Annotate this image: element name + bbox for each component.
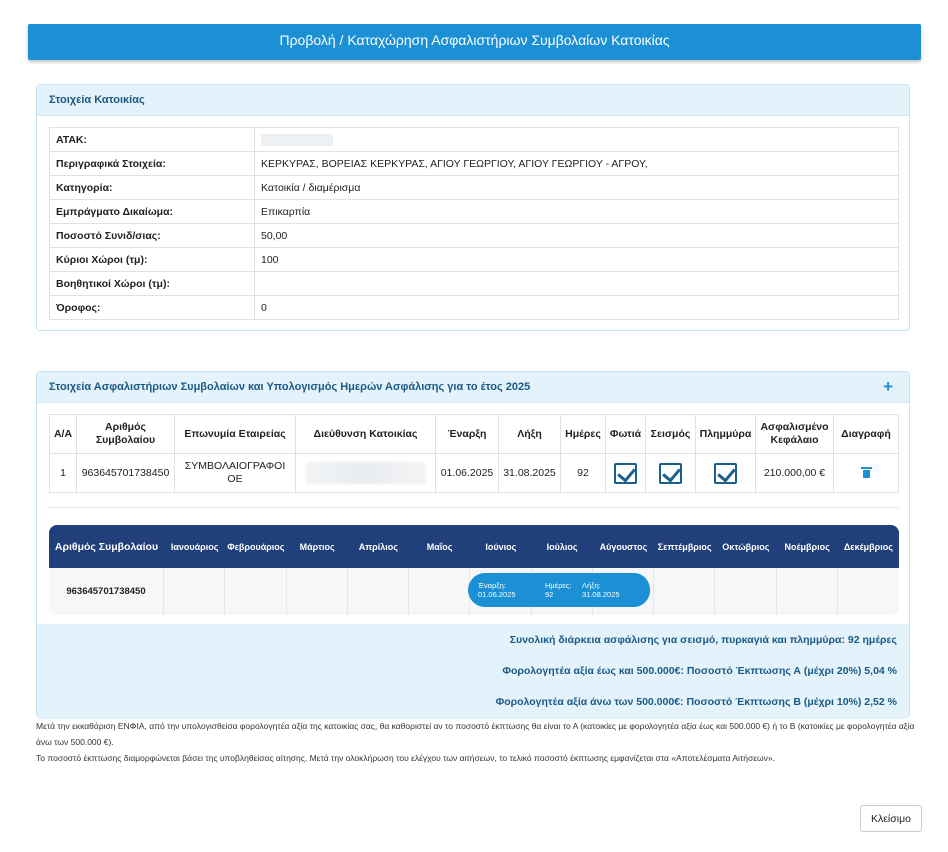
details-label: Εμπράγματο Δικαίωμα: [50,200,255,224]
month-header: Ιανουάριος [170,541,219,552]
col-header: Διαγραφή [834,415,899,454]
summary-discount-a: Φορολογητέα αξία έως και 500.000€: Ποσοστό Έκπτωσης Α (μέχρι 20%) 5,04 % [502,665,897,677]
coverage-timeline [49,525,899,615]
cell-fire [606,454,646,493]
month-cell [777,568,838,615]
property-panel [36,84,910,331]
details-value: 50,00 [255,224,899,248]
details-row [50,272,899,296]
masked-value [261,134,333,146]
month-header: Ιούλιος [546,541,578,552]
earthquake-checkbox[interactable] [659,463,682,484]
col-header: Ασφαλισμένο Κεφάλαιο [756,415,834,454]
contracts-table [49,414,899,493]
month-header: Νοέμβριος [784,541,830,552]
month-header: Σεπτέμβριος [657,541,712,552]
cell-start: 01.06.2025 [436,454,499,493]
month-header: Δεκέμβριος [843,541,893,552]
details-value: Επικαρπία [255,200,899,224]
summary-discount-b: Φορολογητέα αξία άνω των 500.000€: Ποσοστό Έκπτωσης Β (μέχρι 10%) 2,52 % [495,696,897,708]
month-header: Ιούνιος [485,541,517,552]
col-header: Πλημμύρα [696,415,756,454]
month-header: Απρίλιος [358,541,398,552]
details-value: Κατοικία / διαμέρισμα [255,176,899,200]
summary-total-duration: Συνολική διάρκεια ασφάλισης για σεισμό, πυρκαγιά και πλημμύρα: 92 ημέρες [509,634,897,646]
month-cell [715,568,776,615]
cell-address [296,454,436,493]
contracts-header-row [50,415,899,454]
pill-end-label: Λήξη: [582,581,601,590]
details-row [50,248,899,272]
pill-start-value: 01.06.2025 [478,590,516,599]
details-label: Κατηγορία: [50,176,255,200]
details-row [50,176,899,200]
month-header: Φεβρουάριος [227,541,285,552]
details-value-atak [255,128,899,152]
details-label: Όροφος: [50,296,255,320]
divider [49,507,899,508]
pill-end-value: 31.08.2025 [582,590,620,599]
cell-flood [696,454,756,493]
col-header: Έναρξη [436,415,499,454]
details-value: 0 [255,296,899,320]
col-header: Διεύθυνση Κατοικίας [296,415,436,454]
masked-address [306,462,426,484]
month-header: Μάρτιος [299,541,335,552]
details-label: Κύριοι Χώροι (τμ): [50,248,255,272]
timeline-contract-no: 963645701738450 [49,568,164,615]
timeline-header [49,525,899,568]
details-row [50,296,899,320]
cell-contract-no: 963645701738450 [77,454,175,493]
details-value [255,272,899,296]
details-label: ΑΤΑΚ: [50,128,255,152]
month-cell [287,568,348,615]
cell-end: 31.08.2025 [499,454,561,493]
property-panel-title: Στοιχεία Κατοικίας [37,85,909,116]
pill-days-label: Ημέρες: [545,581,572,590]
flood-checkbox[interactable] [714,463,737,484]
footnote [36,718,916,766]
details-row [50,152,899,176]
details-label: Περιγραφικά Στοιχεία: [50,152,255,176]
discount-summary [37,624,909,719]
details-label: Ποσοστό Συνιδ/σιας: [50,224,255,248]
details-value: ΚΕΡΚΥΡΑΣ, ΒΟΡΕΙΑΣ ΚΕΡΚΥΡΑΣ, ΑΓΙΟΥ ΓΕΩΡΓΙΟΥ, ΑΓΙΟΥ ΓΕΩΡΓΙΟΥ - ΑΓΡΟΥ, [255,152,899,176]
footnote-paragraph-1: Μετά την εκκαθάριση ΕΝΦΙΑ, από την υπολογισθείσα φορολογητέα αξία της κατοικίας σας, θα καθοριστεί αν το ποσοστό έκπτωσης θα είναι το Α (κατοικίες με φορολογητέα αξία έως και 500.000 €) ή το Β (κατοικίες με φορολογητέα αξία άνω των 500.000 €). [36,721,915,747]
table-row [50,454,899,493]
timeline-header-contract: Αριθμός Συμβολαίου [54,540,159,553]
fire-checkbox[interactable] [614,463,637,484]
close-button[interactable]: Κλείσιμο [860,805,922,832]
cell-capital: 210.000,00 € [756,454,834,493]
month-header: Οκτώβριος [722,541,770,552]
month-header: Αύγουστος [599,541,648,552]
month-header: Μαΐος [426,541,453,552]
cell-index: 1 [50,454,77,493]
add-contract-button[interactable]: + [883,377,893,396]
details-row [50,224,899,248]
contracts-panel [36,371,910,718]
page-title: Προβολή / Καταχώρηση Ασφαλιστήριων Συμβολαίων Κατοικίας [28,24,921,60]
col-header: Αριθμός Συμβολαίου [77,415,175,454]
month-cell [348,568,409,615]
cell-earthquake [646,454,696,493]
contracts-panel-title-text: Στοιχεία Ασφαλιστήριων Συμβολαίων και Υπολογισμός Ημερών Ασφάλισης για το έτος 2025 [49,381,531,393]
pill-days-value: 92 [545,590,554,599]
col-header: Α/Α [50,415,77,454]
contracts-panel-title [37,372,909,403]
details-label: Βοηθητικοί Χώροι (τμ): [50,272,255,296]
cell-days: 92 [561,454,606,493]
footnote-paragraph-2: Το ποσοστό έκπτωσης διαμορφώνεται βάσει της υποβληθείσας αίτησης. Μετά την ολοκλήρωση του ελέγχου των αιτήσεων, το τελικό ποσοστό έκπτωσης εμφανίζεται στα «Αποτελέσματα Αιτήσεων». [36,753,775,763]
coverage-period-bar [468,573,651,607]
month-cell [409,568,470,615]
details-value: 100 [255,248,899,272]
timeline-row [49,568,899,615]
details-row-atak [50,128,899,152]
col-header: Λήξη [499,415,561,454]
col-header: Φωτιά [606,415,646,454]
details-row [50,200,899,224]
month-cell [838,568,899,615]
pill-start-label: Έναρξη: [478,581,506,590]
month-cell [164,568,225,615]
col-header: Ημέρες [561,415,606,454]
col-header: Σεισμός [646,415,696,454]
cell-company: ΣΥΜΒΟΛΑΙΟΓΡΑΦΟΙ ΟΕ [175,454,296,493]
property-details-table [49,127,899,320]
month-cell [225,568,286,615]
trash-icon[interactable] [862,467,871,478]
col-header: Επωνυμία Εταιρείας [175,415,296,454]
month-cell [654,568,715,615]
cell-delete [834,454,899,493]
